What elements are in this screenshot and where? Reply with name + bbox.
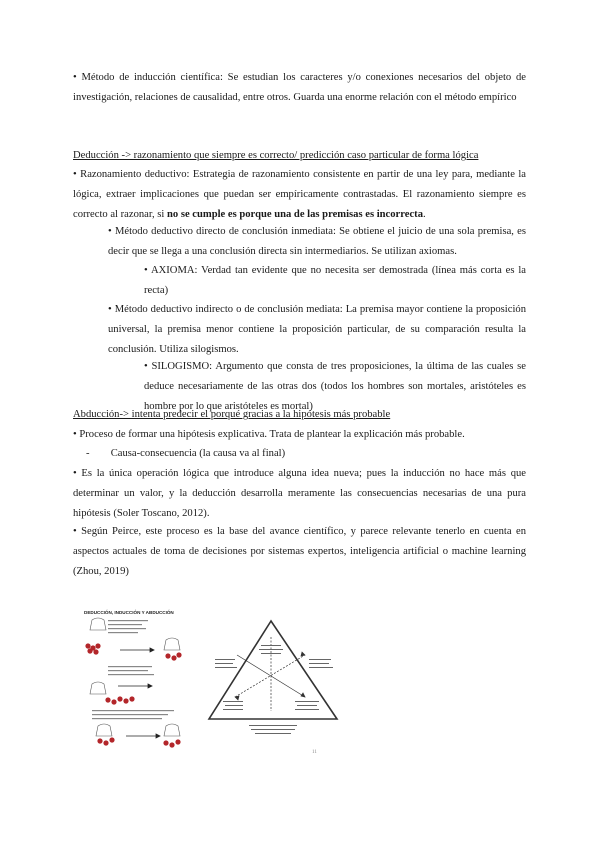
metodo-indirecto-paragraph: • Método deductivo indirecto o de conclusión mediata: La premisa mayor contiene la proposición universal, la premisa menor contiene la proposición particular, de su comparación resulta la conclusión. Utiliza silogismos. [108, 304, 526, 355]
razonamiento-end: . [423, 209, 426, 220]
figure-arrows [118, 648, 160, 738]
triangle-outline [209, 621, 337, 719]
triangulo-razonamiento-figure [205, 615, 345, 745]
metodo-directo-paragraph: • Método deductivo directo de conclusión inmediata: Se obtiene el juicio de una sola premisa, es decir que se llega a una conclusión directa sin intermediarios. Se utilizan axiomas. [108, 226, 526, 257]
razonamiento-text: • Razonamiento deductivo: Estrategia de razonamiento consistente en partir de una ley para, mediante la lógica, extraer implicaciones que puedan ser empíricamente contrastadas. El razonamiento siempre es correcto al razonar, si [73, 169, 526, 220]
razonamiento-bold-text: no se cumple es porque una de las premisas es incorrecta [166, 209, 423, 220]
razonamiento-deductivo-paragraph [73, 165, 526, 225]
figure-left-title: DEDUCCIÓN, INDUCCIÓN Y ABDUCCIÓN [84, 610, 174, 615]
page-number: 11 [312, 750, 317, 755]
axioma-paragraph: • AXIOMA: Verdad tan evidente que no necesita ser demostrada (línea más corta es la recta) [144, 265, 526, 296]
causa-consecuencia-item: - Causa-consecuencia (la causa va al final) [86, 448, 286, 459]
metodo-induccion-paragraph: • Método de inducción científica: Se estudian los caracteres y/o conexiones necesarios del objeto de investigación, relaciones de causalidad, entre otros. Guarda una enorme relación con el método empírico [73, 72, 526, 103]
silogismo-paragraph: • SILOGISMO: Argumento que consta de tres proposiciones, la última de las cuales se deduce necesariamente de las otras dos (todos los hombres son mortales, aristóteles es hombre por lo que aristóteles es mortal) [144, 361, 526, 412]
deduccion-heading: Deducción -> razonamiento que siempre es correcto/ predicción caso particular de forma lógica [73, 150, 479, 161]
deduccion-induccion-abduccion-figure [78, 606, 193, 748]
triangle-arrows [235, 637, 305, 711]
unica-operacion-paragraph: • Es la única operación lógica que introduce alguna idea nueva; pues la inducción no hace más que determinar un valor, y la deducción desarrolla meramente las consecuencias necesarias de una pura hipótesis (Soler Toscano, 2012). [73, 468, 526, 519]
figure-left-text-lines [92, 620, 174, 719]
peirce-paragraph: • Según Peirce, este proceso es la base del avance científico, y parece relevante tenerlo en cuenta en aspectos actuales de toma de decisiones por sistemas expertos, inteligencia artificial o machine learning (Zhou, 2019) [73, 526, 526, 577]
triangle-text-lines [215, 645, 333, 734]
abduccion-heading: Abducción-> intenta predecir el porqué gracias a la hipótesis más probable [73, 409, 391, 420]
red-beans [85, 643, 181, 747]
proceso-paragraph: • Proceso de formar una hipótesis explicativa. Trata de plantear la explicación más probable. [73, 429, 465, 440]
